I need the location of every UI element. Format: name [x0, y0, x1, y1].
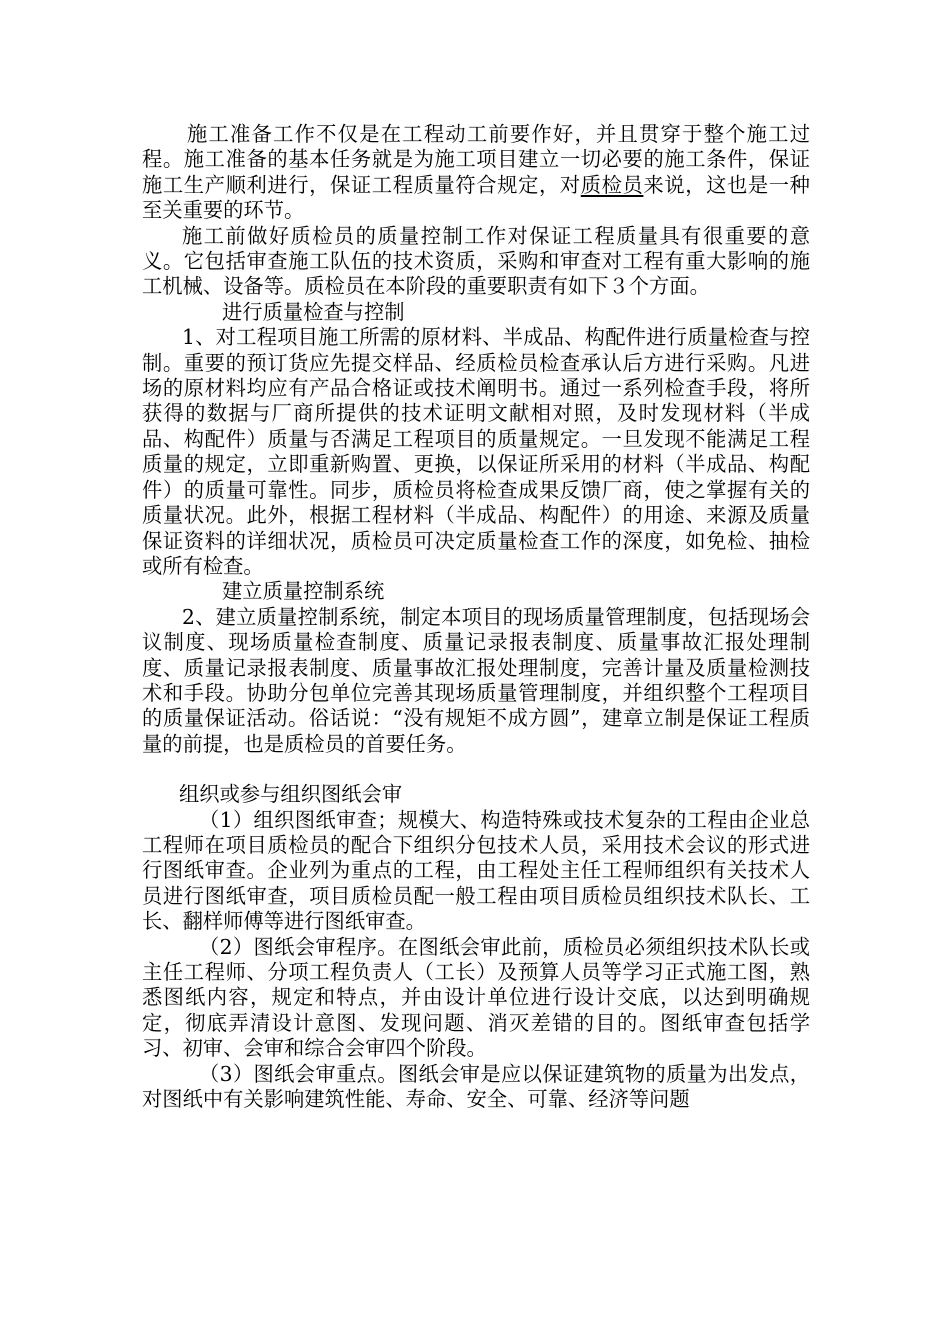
- paragraph-intro-tail: 来说，这也是一种至关重要的环节。: [142, 172, 810, 223]
- paragraph-material-check: 1、对工程项目施工所需的原材料、半成品、构配件进行质量检查与控制。重要的预订货应先提交样品、经质检员检查承认后方进行采购。凡进场的原材料均应有产品合格证或技术阐明书。通过一系列检查手段，将所获得的数据与厂商所提供的技术证明文献相对照，及时发现材料（半成品、构配件）质量与否满足工程项目的质量规定。一旦发现不能满足工程质量的规定，立即重新购置、更换，以保证所采用的材料（半成品、构配件）的质量可靠性。同步，质检员将检查成果反馈厂商，使之掌握有关的质量状况。此外，根据工程材料（半成品、构配件）的用途、来源及质量保证资料的详细状况，质检员可决定质量检查工作的深度，如免检、抽检或所有检查。: [142, 325, 810, 578]
- section-heading-quality-check: 进行质量检查与控制: [222, 299, 405, 324]
- paragraph-drawing-review-2: （2）图纸会审程序。在图纸会审此前，质检员必须组织技术队长或主任工程师、分项工程负责人（工长）及预算人员等学习正式施工图，熟悉图纸内容，规定和特点，并由设计单位进行设计交底，以达到明确规定，彻底弄清设计意图、发现问题、消灭差错的目的。图纸审查包括学习、初审、会审和综合会审四个阶段。: [142, 934, 810, 1061]
- paragraph-drawing-review-3: （3）图纸会审重点。图纸会审是应以保证建筑物的质量为出发点，对图纸中有关影响建筑性能、寿命、安全、可靠、经济等问题: [142, 1061, 810, 1112]
- paragraph-intro-text: 施工准备工作不仅是在工程动工前要作好，并且贯穿于整个施工过程。施工准备的基本任务就是为施工项目建立一切必要的施工条件，保证施工生产顺利进行，保证工程质量符合规定，对: [142, 122, 810, 197]
- blank-line: [142, 757, 810, 782]
- paragraph-drawing-review-1: （1）组织图纸审查；规模大、构造特殊或技术复杂的工程由企业总工程师在项目质检员的配合下组织分包技术人员，采用技术会议的形式进行图纸审查。企业列为重点的工程，由工程处主任工程师组织有关技术人员进行图纸审查，项目质检员配一般工程由项目质检员组织技术队长、工长、翻样师傅等进行图纸审查。: [142, 807, 810, 934]
- paragraph-duties: 施工前做好质检员的质量控制工作对保证工程质量具有很重要的意义。它包括审查施工队伍的技术资质，采购和审查对工程有重大影响的施工机械、设备等。质检员在本阶段的重要职责有如下３个方面。: [142, 223, 810, 299]
- quality-inspector-link[interactable]: 质检员: [580, 172, 644, 197]
- section-heading-drawing-review: 组织或参与组织图纸会审: [179, 782, 403, 807]
- document-body: [142, 122, 810, 1112]
- section-heading-quality-system: 建立质量控制系统: [222, 579, 385, 604]
- paragraph-intro: [142, 122, 810, 224]
- paragraph-quality-system: 2、建立质量控制系统，制定本项目的现场质量管理制度，包括现场会议制度、现场质量检查制度、质量记录报表制度、质量事故汇报处理制度、质量记录报表制度、质量事故汇报处理制度，完善计量及质量检测技术和手段。协助分包单位完善其现场质量管理制度，并组织整个工程项目的质量保证活动。俗话说：“没有规矩不成方圆”，建章立制是保证工程质量的前提，也是质检员的首要任务。: [142, 604, 810, 756]
